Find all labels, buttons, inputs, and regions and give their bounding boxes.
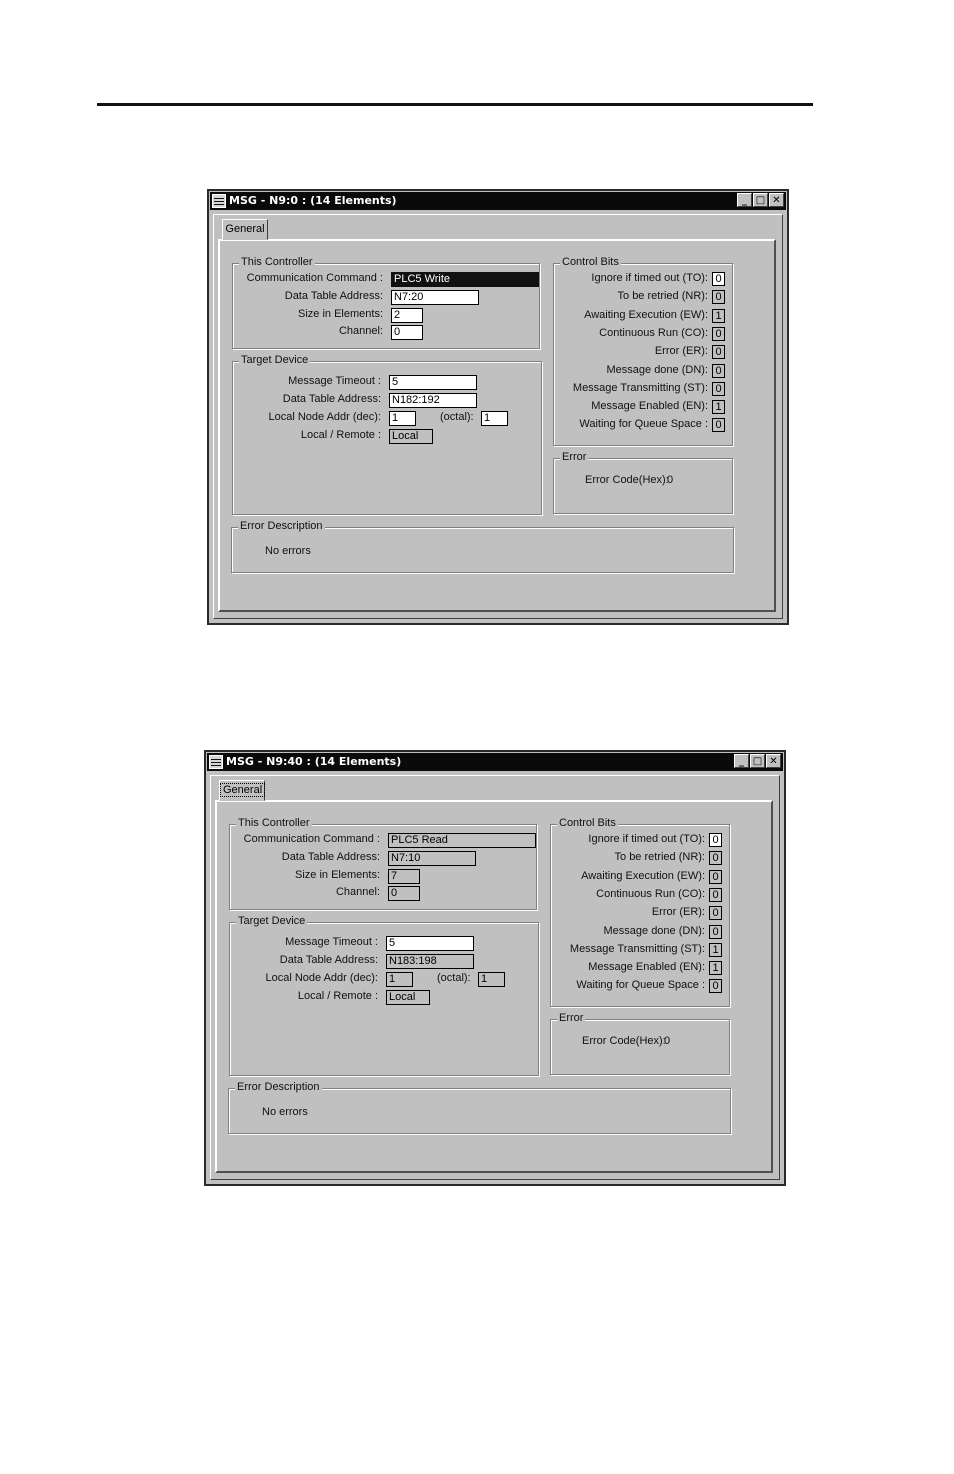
size-in-elements-field[interactable]: 7 bbox=[388, 869, 420, 884]
tab-general[interactable] bbox=[222, 219, 268, 240]
group-control-bits bbox=[553, 256, 733, 446]
group-legend: Control Bits bbox=[559, 817, 616, 829]
title-bar[interactable] bbox=[210, 192, 786, 210]
control-bit-value: 0 bbox=[712, 327, 725, 341]
message-timeout-label: Message Timeout : bbox=[288, 375, 381, 387]
msg-window-icon[interactable] bbox=[212, 194, 226, 208]
group-error bbox=[553, 451, 733, 514]
channel-field[interactable]: 0 bbox=[391, 325, 423, 340]
control-bit-label: Message done (DN): bbox=[606, 363, 708, 376]
control-bit-value: 0 bbox=[712, 290, 725, 304]
message-timeout-field[interactable]: 5 bbox=[386, 936, 474, 951]
control-bit-value: 1 bbox=[712, 400, 725, 414]
minimize-button[interactable]: _ bbox=[734, 754, 749, 768]
control-bit-label: Continuous Run (CO): bbox=[596, 887, 705, 900]
control-bit-label: Message Transmitting (ST): bbox=[569, 942, 705, 955]
group-legend: This Controller bbox=[238, 817, 310, 829]
control-bit-value: 0 bbox=[709, 851, 722, 865]
control-bit-value: 1 bbox=[709, 961, 722, 975]
control-bit-value: 0 bbox=[709, 979, 722, 993]
group-legend: Error Description bbox=[240, 520, 323, 532]
error-code-label: Error Code(Hex): bbox=[585, 474, 669, 486]
control-bit-label: Ignore if timed out (TO): bbox=[588, 833, 705, 845]
group-error-description bbox=[231, 520, 734, 573]
control-bit-value: 0 bbox=[712, 345, 725, 359]
size-in-elements-label: Size in Elements: bbox=[295, 869, 380, 881]
minimize-button[interactable]: _ bbox=[737, 193, 752, 207]
group-legend: Control Bits bbox=[562, 256, 619, 268]
group-this-controller bbox=[229, 817, 537, 910]
local-remote-label: Local / Remote : bbox=[300, 429, 381, 441]
control-bit-label: Awaiting Execution (EW): bbox=[581, 869, 705, 882]
msg-window-n9-0 bbox=[207, 189, 789, 625]
window-title: MSG - N9:40 : (14 Elements) bbox=[226, 755, 402, 768]
control-bit-label: Ignore if timed out (TO): bbox=[591, 272, 708, 284]
group-legend: Error Description bbox=[237, 1081, 320, 1093]
control-bit-label: Message done (DN): bbox=[603, 924, 705, 937]
msg-window-n9-40 bbox=[204, 750, 786, 1186]
control-bit-label: Waiting for Queue Space : bbox=[579, 418, 708, 431]
target-data-table-address-field[interactable]: N183:198 bbox=[386, 954, 474, 969]
group-legend: Target Device bbox=[238, 915, 306, 927]
group-legend: Target Device bbox=[241, 354, 309, 366]
control-bit-label: Waiting for Queue Space : bbox=[576, 979, 705, 992]
communication-command-label: Communication Command : bbox=[243, 833, 380, 845]
maximize-button[interactable]: □ bbox=[750, 754, 765, 768]
data-table-address-label: Data Table Address: bbox=[284, 290, 383, 302]
octal-label: (octal): bbox=[437, 972, 471, 984]
local-node-dec-field[interactable]: 1 bbox=[386, 972, 413, 987]
control-bit-value[interactable]: 0 bbox=[712, 272, 725, 286]
octal-label: (octal): bbox=[440, 411, 474, 423]
communication-command-label: Communication Command : bbox=[246, 272, 383, 284]
tab-general[interactable] bbox=[219, 780, 265, 801]
size-in-elements-field[interactable]: 2 bbox=[391, 308, 423, 323]
control-bit-value: 0 bbox=[709, 870, 722, 884]
window-title: MSG - N9:0 : (14 Elements) bbox=[229, 194, 397, 207]
close-button[interactable]: ✕ bbox=[766, 754, 781, 768]
close-button[interactable]: ✕ bbox=[769, 193, 784, 207]
local-node-octal-field[interactable]: 1 bbox=[478, 972, 505, 987]
error-code-value: 0 bbox=[664, 1035, 671, 1047]
tab-general-label: General bbox=[225, 223, 265, 235]
group-control-bits bbox=[550, 817, 730, 1007]
error-code-label: Error Code(Hex): bbox=[582, 1035, 666, 1047]
control-bit-label: To be retried (NR): bbox=[614, 851, 705, 864]
maximize-button[interactable]: □ bbox=[753, 193, 768, 207]
group-this-controller bbox=[232, 256, 540, 349]
control-bit-value: 0 bbox=[712, 382, 725, 396]
control-bit-label: Error (ER): bbox=[654, 345, 708, 358]
data-table-address-field[interactable]: N7:20 bbox=[391, 290, 479, 305]
communication-command-combo[interactable]: PLC5 Write bbox=[391, 272, 539, 287]
size-in-elements-label: Size in Elements: bbox=[298, 308, 383, 320]
data-table-address-field[interactable]: N7:10 bbox=[388, 851, 476, 866]
control-bit-value[interactable]: 0 bbox=[709, 833, 722, 847]
window-client bbox=[210, 775, 780, 1180]
local-remote-label: Local / Remote : bbox=[297, 990, 378, 1002]
control-bit-value: 0 bbox=[709, 888, 722, 902]
control-bit-value: 0 bbox=[712, 364, 725, 378]
group-legend: Error bbox=[559, 1012, 584, 1024]
page-header-rule bbox=[97, 103, 813, 106]
title-bar[interactable] bbox=[207, 753, 783, 771]
group-error bbox=[550, 1012, 730, 1075]
local-node-dec-label: Local Node Addr (dec): bbox=[268, 411, 381, 423]
control-bit-value: 0 bbox=[709, 906, 722, 920]
msg-window-icon[interactable] bbox=[209, 755, 223, 769]
message-timeout-field[interactable]: 5 bbox=[389, 375, 477, 390]
local-node-dec-field[interactable]: 1 bbox=[389, 411, 416, 426]
control-bit-label: Awaiting Execution (EW): bbox=[584, 308, 708, 321]
channel-field[interactable]: 0 bbox=[388, 886, 420, 901]
error-description-text: No errors bbox=[265, 545, 311, 557]
control-bit-label: To be retried (NR): bbox=[617, 290, 708, 303]
error-code-value: 0 bbox=[667, 474, 674, 486]
local-remote-combo[interactable]: Local bbox=[389, 429, 433, 444]
group-target-device bbox=[232, 354, 542, 515]
error-description-text: No errors bbox=[262, 1106, 308, 1118]
control-bit-label: Continuous Run (CO): bbox=[599, 326, 708, 339]
local-remote-combo[interactable]: Local bbox=[386, 990, 430, 1005]
window-client bbox=[213, 214, 783, 619]
channel-label: Channel: bbox=[335, 886, 380, 898]
data-table-address-label: Data Table Address: bbox=[281, 851, 380, 863]
target-data-table-address-label: Data Table Address: bbox=[279, 954, 378, 966]
local-node-octal-field[interactable]: 1 bbox=[481, 411, 508, 426]
control-bit-label: Message Enabled (EN): bbox=[588, 961, 705, 974]
control-bit-label: Message Transmitting (ST): bbox=[572, 381, 708, 394]
control-bit-value: 0 bbox=[712, 418, 725, 432]
group-legend: Error bbox=[562, 451, 587, 463]
target-data-table-address-label: Data Table Address: bbox=[282, 393, 381, 405]
control-bit-value: 1 bbox=[709, 943, 722, 957]
control-bit-label: Error (ER): bbox=[651, 906, 705, 919]
target-data-table-address-field[interactable]: N182:192 bbox=[389, 393, 477, 408]
group-target-device bbox=[229, 915, 539, 1076]
communication-command-combo[interactable]: PLC5 Read bbox=[388, 833, 536, 848]
message-timeout-label: Message Timeout : bbox=[285, 936, 378, 948]
control-bit-value: 1 bbox=[712, 309, 725, 323]
channel-label: Channel: bbox=[338, 325, 383, 337]
local-node-dec-label: Local Node Addr (dec): bbox=[265, 972, 378, 984]
group-legend: This Controller bbox=[241, 256, 313, 268]
control-bit-value: 0 bbox=[709, 925, 722, 939]
group-error-description bbox=[228, 1081, 731, 1134]
tab-general-label: General bbox=[220, 783, 265, 797]
control-bit-label: Message Enabled (EN): bbox=[591, 400, 708, 413]
